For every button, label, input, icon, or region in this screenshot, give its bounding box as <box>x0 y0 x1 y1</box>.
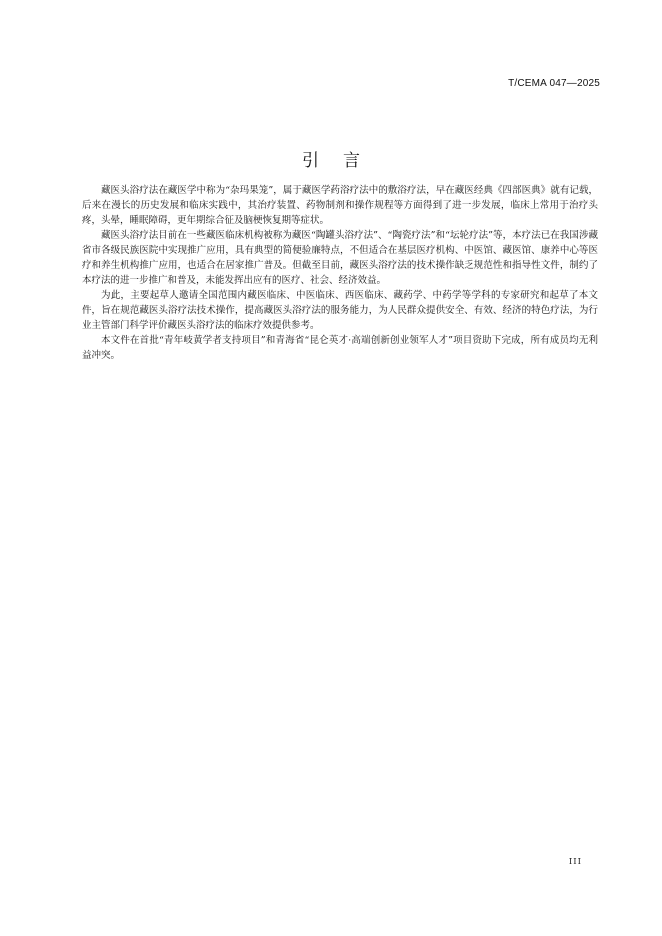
introduction-body <box>82 183 598 363</box>
page-number: III <box>568 857 582 867</box>
paragraph: 本文件在首批“青年岐黄学者支持项目”和青海省“昆仑英才·高端创新创业领军人才”项目资助下完成，所有成员均无利益冲突。 <box>82 335 598 361</box>
document-number: T/CEMA 047—2025 <box>508 78 600 89</box>
page-title: 引言 <box>302 151 384 171</box>
paragraph: 为此，主要起草人邀请全国范围内藏医临床、中医临床、西医临床、藏药学、中药学等学科的专家研究和起草了本文件，旨在规范藏医头浴疗法技术操作，提高藏医头浴疗法的服务能力，为人民群众提供安全、有效、经济的特色疗法，为行业主管部门科学评价藏医头浴疗法的临床疗效提供参考。 <box>82 290 598 331</box>
paragraph: 藏医头浴疗法在藏医学中称为“杂玛果笼”，属于藏医学药浴疗法中的敷浴疗法，早在藏医经典《四部医典》就有记载，后来在漫长的历史发展和临床实践中，其治疗装置、药物制剂和操作规程等方面得到了进一步发展，临床上常用于治疗头疼，头晕，睡眠障碍，更年期综合征及脑梗恢复期等症状。 <box>82 185 598 226</box>
paragraph: 藏医头浴疗法目前在一些藏医临床机构被称为藏医“陶罐头浴疗法”、“陶瓷疗法”和“坛轮疗法”等，本疗法已在我国涉藏省市各级民族医院中实现推广应用，具有典型的简便验廉特点，不但适合在基层医疗机构、中医馆、藏医馆、康养中心等医疗和养生机构推广应用，也适合在居家推广普及。但截至目前，藏医头浴疗法的技术操作缺乏规范性和指导性文件，制约了本疗法的进一步推广和普及，未能发挥出应有的医疗、社会、经济效益。 <box>82 230 598 286</box>
